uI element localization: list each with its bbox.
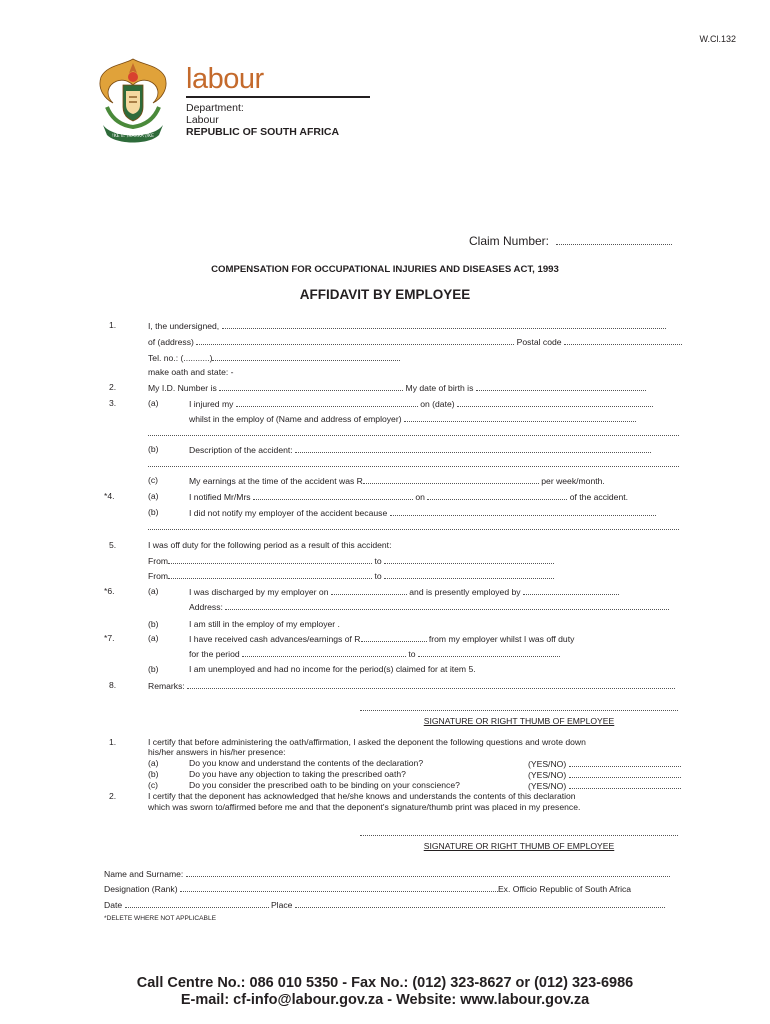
off-duty-period-2[interactable] xyxy=(148,570,554,582)
cash-advances-label: I have received cash advances/earnings of R xyxy=(189,634,361,644)
id-number-input[interactable] xyxy=(219,382,403,391)
not-notified-field[interactable] xyxy=(189,507,656,519)
notified-on-label: on xyxy=(415,492,425,502)
question-a: Do you know and understand the contents of the declaration? xyxy=(189,758,424,768)
cert-paragraph-2b: which was sworn to/affirmed before me and that the deponent's signature/thumb print was placed in my presence. xyxy=(148,802,581,812)
item-number: 8. xyxy=(109,680,117,690)
designation-input[interactable] xyxy=(180,883,498,892)
from-input[interactable] xyxy=(168,555,372,564)
unemployed-statement: I am unemployed and had no income for the period(s) claimed for at item 5. xyxy=(189,664,476,674)
to-label: to xyxy=(374,571,382,581)
form-code: W.Cl.132 xyxy=(699,34,736,44)
earnings-period-label: per week/month. xyxy=(541,476,605,486)
address-field[interactable] xyxy=(148,336,682,348)
department-line: Department: xyxy=(186,102,244,114)
question-b: Do you have any objection to taking the prescribed oath? xyxy=(189,769,406,779)
item-number: *4. xyxy=(104,491,115,501)
injury-field[interactable] xyxy=(189,398,653,410)
question-letter: (a) xyxy=(148,758,159,768)
off-duty-label: I was off duty for the following period as a result of this accident: xyxy=(148,540,392,550)
question-letter: (c) xyxy=(148,780,159,790)
claim-number-field[interactable] xyxy=(469,234,672,248)
accident-description-input[interactable] xyxy=(295,444,651,453)
employer-input[interactable] xyxy=(404,413,636,422)
injury-date-input[interactable] xyxy=(457,398,653,407)
off-duty-period-1[interactable] xyxy=(148,555,554,567)
item-number: 2. xyxy=(109,382,117,392)
not-notified-label: I did not notify my employer of the accident because xyxy=(189,508,388,518)
designation-field[interactable] xyxy=(104,883,631,895)
from-label: From xyxy=(148,571,169,581)
undersigned-field[interactable] xyxy=(148,320,666,332)
oath-statement: make oath and state: - xyxy=(148,367,234,377)
claim-number-label: Claim Number: xyxy=(469,234,550,248)
tel-label: Tel. no.: (...........) xyxy=(148,353,213,363)
question-letter: (b) xyxy=(148,769,159,779)
question-c: Do you consider the prescribed oath to be binding on your conscience? xyxy=(189,780,460,790)
designation-label: Designation (Rank) xyxy=(104,884,178,894)
date-place-field[interactable] xyxy=(104,899,665,911)
logo-divider xyxy=(186,96,370,98)
sub-item-letter: (b) xyxy=(148,507,159,517)
advances-period-label: for the period xyxy=(189,649,240,659)
tel-input[interactable] xyxy=(212,352,400,361)
earnings-label: My earnings at the time of the accident was R xyxy=(189,476,363,486)
cert-paragraph-1b: his/her answers in his/her presence: xyxy=(148,747,286,757)
to-label: to xyxy=(374,556,382,566)
to-input[interactable] xyxy=(384,555,554,564)
injury-label: I injured my xyxy=(189,399,234,409)
notified-name-input[interactable] xyxy=(253,491,413,500)
notified-accident-label: of the accident. xyxy=(569,492,629,502)
undersigned-input[interactable] xyxy=(222,320,666,329)
answer-a-input[interactable] xyxy=(569,758,681,767)
country-name: REPUBLIC OF SOUTH AFRICA xyxy=(186,126,340,138)
commissioner-name-field[interactable] xyxy=(104,868,670,880)
sub-item-letter: (b) xyxy=(148,664,159,674)
not-notified-line[interactable] xyxy=(148,521,679,530)
sub-item-letter: (b) xyxy=(148,619,159,629)
employee-signature-caption: SIGNATURE OR RIGHT THUMB OF EMPLOYEE xyxy=(423,716,615,726)
commissioner-name-input[interactable] xyxy=(186,868,670,877)
sub-item-letter: (c) xyxy=(148,475,159,485)
cash-advances-field[interactable] xyxy=(189,633,574,645)
item-number: *6. xyxy=(104,586,115,596)
advances-from-input[interactable] xyxy=(242,648,406,657)
to-input[interactable] xyxy=(384,570,554,579)
item-number: 1. xyxy=(109,320,117,330)
sub-item-letter: (b) xyxy=(148,444,159,454)
remarks-input[interactable] xyxy=(187,680,675,689)
place-input[interactable] xyxy=(295,899,665,908)
cert-paragraph-2: I certify that the deponent has acknowledged that he/she knows and understands the contents of this declaration xyxy=(148,791,576,801)
sub-item-letter: (a) xyxy=(148,586,159,596)
item-number: *7. xyxy=(104,633,115,643)
footer-email-website: E-mail: cf-info@labour.gov.za - Website: www.labour.gov.za xyxy=(180,992,590,1008)
date-of-birth-input[interactable] xyxy=(476,382,646,391)
discharged-label: I was discharged by my employer on xyxy=(189,587,329,597)
advances-to-input[interactable] xyxy=(418,648,560,657)
notified-date-input[interactable] xyxy=(427,491,567,500)
accident-description-label: Description of the accident: xyxy=(189,445,293,455)
id-number-label: My I.D. Number is xyxy=(148,383,217,393)
claim-number-input[interactable] xyxy=(556,236,672,245)
affidavit-title: AFFIDAVIT BY EMPLOYEE xyxy=(299,287,471,302)
new-employer-address-label: Address: xyxy=(189,602,223,612)
department-name: Labour xyxy=(186,114,219,126)
yes-no-label: (YES/NO) xyxy=(528,770,567,780)
accident-description-line[interactable] xyxy=(148,458,679,467)
undersigned-label: I, the undersigned, xyxy=(148,321,220,331)
remarks-field[interactable] xyxy=(148,680,675,692)
new-employer-address-input[interactable] xyxy=(225,601,669,610)
delete-note: *DELETE WHERE NOT APPLICABLE xyxy=(104,915,217,922)
date-input[interactable] xyxy=(125,899,269,908)
employer-input-line[interactable] xyxy=(148,427,679,436)
postal-code-input[interactable] xyxy=(564,336,682,345)
item-number: 3. xyxy=(109,398,117,408)
sub-item-letter: (a) xyxy=(148,491,159,501)
commissioner-name-label: Name and Surname: xyxy=(104,869,184,879)
sub-item-letter: (a) xyxy=(148,633,159,643)
injury-date-label: on (date) xyxy=(420,399,455,409)
notified-field[interactable] xyxy=(189,491,628,503)
yes-no-label: (YES/NO) xyxy=(528,781,567,791)
advances-period-field[interactable] xyxy=(189,648,560,660)
discharged-date-input[interactable] xyxy=(331,586,407,595)
not-notified-input[interactable] xyxy=(390,507,656,516)
remarks-label: Remarks: xyxy=(148,681,185,691)
address-input[interactable] xyxy=(196,336,514,345)
presently-employed-input[interactable] xyxy=(523,586,619,595)
place-label: Place xyxy=(270,900,293,910)
discharged-field[interactable] xyxy=(189,586,619,598)
cert-number: 1. xyxy=(109,737,117,747)
new-employer-address-field[interactable] xyxy=(189,601,669,613)
injury-input[interactable] xyxy=(236,398,418,407)
cash-advances-rest-label: from my employer whilst I was off duty xyxy=(428,634,575,644)
earnings-input[interactable] xyxy=(363,475,539,484)
commissioner-signature-caption: SIGNATURE OR RIGHT THUMB OF EMPLOYEE xyxy=(423,841,615,851)
sub-item-letter: (a) xyxy=(148,398,159,408)
from-input[interactable] xyxy=(168,570,372,579)
ex-officio-label: Ex. Officio Republic of South Africa xyxy=(497,884,632,894)
commissioner-signature-line[interactable] xyxy=(360,827,678,836)
accident-description-field[interactable] xyxy=(189,444,651,456)
employer-label: whilst in the employ of (Name and address of employer) xyxy=(189,414,402,424)
footer-contacts xyxy=(0,975,770,1009)
employee-signature-line[interactable] xyxy=(360,702,678,711)
item-number: 5. xyxy=(109,540,117,550)
department-block xyxy=(186,102,339,138)
from-label: From xyxy=(148,556,169,566)
footer-phone-fax: Call Centre No.: 086 010 5350 - Fax No.: (012) 323-8627 or (012) 323-6986 xyxy=(136,975,634,991)
act-title: COMPENSATION FOR OCCUPATIONAL INJURIES AND DISEASES ACT, 1993 xyxy=(211,264,559,275)
address-label: of (address) xyxy=(148,337,194,347)
tel-field[interactable] xyxy=(148,352,400,364)
yes-no-label: (YES/NO) xyxy=(528,759,567,769)
id-birth-field[interactable] xyxy=(148,382,646,394)
coat-of-arms-icon xyxy=(93,55,173,147)
advances-to-label: to xyxy=(408,649,416,659)
cash-advances-input[interactable] xyxy=(361,633,427,642)
presently-employed-label: and is presently employed by xyxy=(409,587,521,597)
date-of-birth-label: My date of birth is xyxy=(405,383,474,393)
earnings-field[interactable] xyxy=(189,475,605,487)
answer-b-input[interactable] xyxy=(569,769,681,778)
employer-field[interactable] xyxy=(189,413,636,425)
cert-paragraph-1: I certify that before administering the oath/affirmation, I asked the deponent the following questions and wrote down xyxy=(148,737,586,747)
cert-number: 2. xyxy=(109,791,117,801)
answer-c-input[interactable] xyxy=(569,780,681,789)
date-label: Date xyxy=(104,900,123,910)
notified-label: I notified Mr/Mrs xyxy=(189,492,251,502)
still-employed-statement: I am still in the employ of my employer . xyxy=(189,619,340,629)
postal-code-label: Postal code xyxy=(516,337,562,347)
logo-wordmark: labour xyxy=(186,63,264,95)
coat-of-arms-motto: !KE E: /XARRA //KE xyxy=(112,134,154,139)
